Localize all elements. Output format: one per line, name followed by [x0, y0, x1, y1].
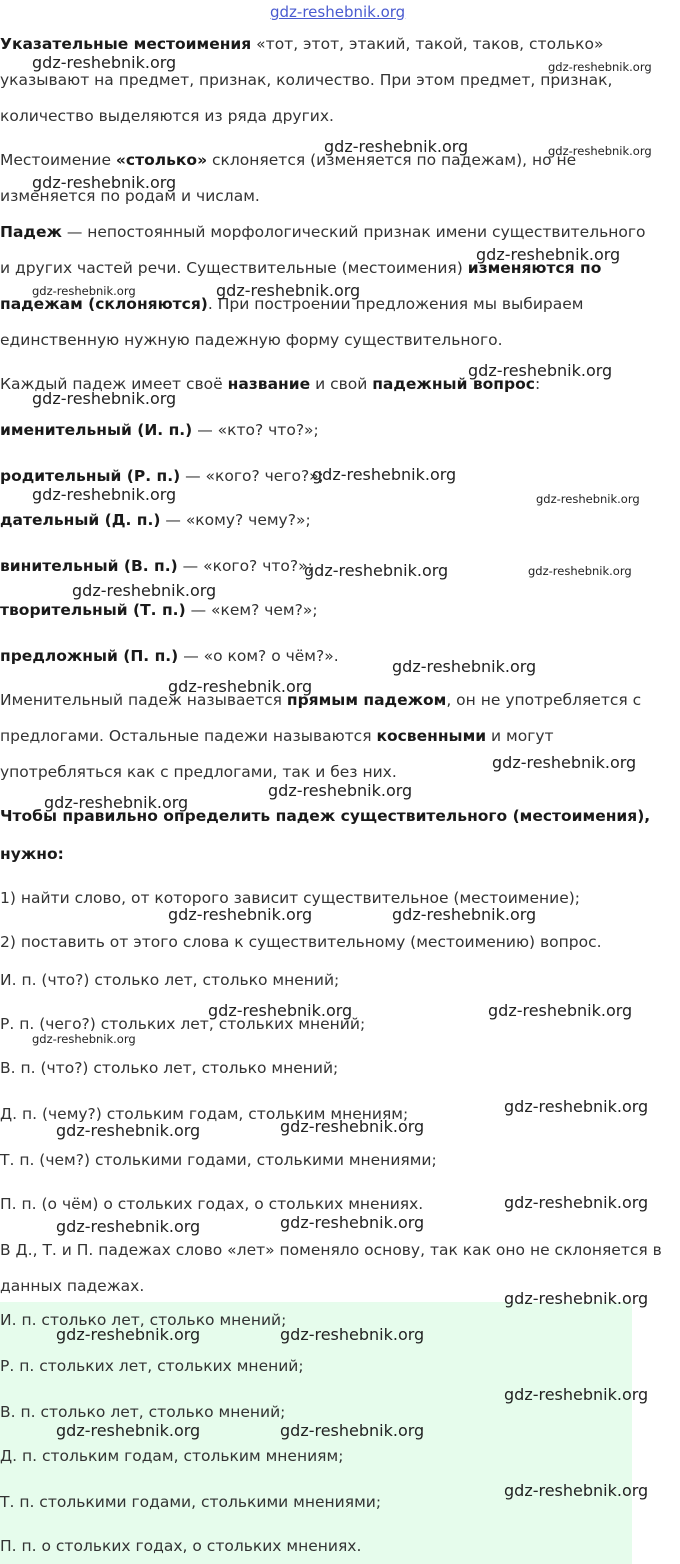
watermark: gdz-reshebnik.org — [476, 245, 621, 264]
example-line: Д. п. (чему?) стольким годам, стольким мнениям; — [0, 1105, 409, 1123]
watermark: gdz-reshebnik.org — [208, 1001, 353, 1020]
watermark: gdz-reshebnik.org — [56, 1325, 201, 1344]
watermark: gdz-reshebnik.org — [216, 281, 361, 300]
case-question: — «кто? что?»; — [192, 421, 319, 439]
text-span: Именительный падеж называется — [0, 691, 287, 709]
watermark: gdz-reshebnik.org — [280, 1325, 425, 1344]
watermark: gdz-reshebnik.org — [504, 1289, 649, 1308]
bold-span: падежный вопрос — [372, 375, 535, 393]
howto-step: 1) найти слово, от которого зависит существительное (местоимение); — [0, 889, 581, 907]
case-question: — «кому? чему?»; — [160, 511, 311, 529]
watermark: gdz-reshebnik.org — [44, 793, 189, 812]
watermark: gdz-reshebnik.org — [280, 1117, 425, 1136]
case-item — [0, 600, 318, 620]
term-demonstrative: Указательные местоимения — [0, 35, 252, 53]
term-stolko: «столько» — [115, 151, 208, 169]
watermark: gdz-reshebnik.org — [548, 60, 652, 74]
case-item — [0, 420, 319, 440]
watermark: gdz-reshebnik.org — [32, 284, 136, 298]
theory-line — [0, 726, 554, 746]
case-item — [0, 510, 311, 530]
text-span: Местоимение — [0, 151, 116, 169]
watermark: gdz-reshebnik.org — [56, 1421, 201, 1440]
watermark: gdz-reshebnik.org — [392, 905, 537, 924]
case-question: — «кого? что?»; — [177, 557, 313, 575]
watermark: gdz-reshebnik.org — [280, 1213, 425, 1232]
watermark: gdz-reshebnik.org — [56, 1217, 201, 1236]
case-name: дательный (Д. п.) — [0, 511, 161, 529]
text-span: , он не употребляется с — [446, 691, 642, 709]
bold-span: изменяются по — [467, 259, 602, 277]
bold-span: Чтобы правильно определить падеж существительного (местоимения), — [0, 807, 651, 825]
watermark: gdz-reshebnik.org — [548, 144, 652, 158]
text-span: и других частей речи. Существительные (местоимения) — [0, 259, 468, 277]
answer-line: Т. п. столькими годами, столькими мнениями; — [0, 1493, 382, 1511]
watermark: gdz-reshebnik.org — [32, 1032, 136, 1046]
theory-line: количество выделяются из ряда других. — [0, 107, 334, 125]
case-item — [0, 646, 339, 666]
watermark: gdz-reshebnik.org — [504, 1193, 649, 1212]
text-span: и могут — [486, 727, 554, 745]
answer-line: Д. п. стольким годам, стольким мнениям; — [0, 1447, 344, 1465]
theory-line — [0, 222, 646, 242]
answer-line: В. п. столько лет, столько мнений; — [0, 1403, 286, 1421]
bold-span: название — [227, 375, 311, 393]
watermark: gdz-reshebnik.org — [32, 53, 177, 72]
text-span: Каждый падеж имеет своё — [0, 375, 228, 393]
text-span: и свой — [310, 375, 373, 393]
watermark: gdz-reshebnik.org — [504, 1481, 649, 1500]
watermark: gdz-reshebnik.org — [324, 137, 469, 156]
note-line: данных падежах. — [0, 1277, 145, 1295]
text-span: склоняется (изменяется по падежам), но не — [207, 151, 577, 169]
term-case: Падеж — [0, 223, 62, 241]
text-span: «тот, этот, этакий, такой, таков, столько» — [251, 35, 604, 53]
watermark: gdz-reshebnik.org — [268, 781, 413, 800]
theory-line: единственную нужную падежную форму существительного. — [0, 331, 503, 349]
answer-line: И. п. столько лет, столько мнений; — [0, 1311, 287, 1329]
watermark: gdz-reshebnik.org — [168, 677, 313, 696]
theory-line: указывают на предмет, признак, количество. При этом предмет, признак, — [0, 71, 613, 89]
theory-line — [0, 34, 603, 54]
watermark: gdz-reshebnik.org — [32, 389, 177, 408]
case-name: творительный (Т. п.) — [0, 601, 186, 619]
watermark: gdz-reshebnik.org — [32, 173, 177, 192]
howto-step: 2) поставить от этого слова к существительному (местоимению) вопрос. — [0, 933, 602, 951]
howto-title — [0, 844, 64, 864]
example-line: В. п. (что?) столько лет, столько мнений; — [0, 1059, 339, 1077]
bold-span: прямым падежом — [286, 691, 447, 709]
bold-span: падежам (склоняются) — [0, 295, 208, 313]
text-span: — непостоянный морфологический признак имени существительного — [61, 223, 646, 241]
case-name: винительный (В. п.) — [0, 557, 178, 575]
text-span: предлогами. Остальные падежи называются — [0, 727, 377, 745]
watermark: gdz-reshebnik.org — [56, 1121, 201, 1140]
case-question: — «кем? чем?»; — [185, 601, 318, 619]
watermark: gdz-reshebnik.org — [72, 581, 217, 600]
note-line: В Д., Т. и П. падежах слово «лет» поменяло основу, так как оно не склоняется в — [0, 1241, 662, 1259]
example-line: И. п. (что?) столько лет, столько мнений; — [0, 971, 340, 989]
watermark: gdz-reshebnik.org — [392, 657, 537, 676]
case-question: — «кого? чего?»; — [180, 467, 324, 485]
theory-line — [0, 150, 576, 170]
theory-line: употребляться как с предлогами, так и без них. — [0, 763, 397, 781]
watermark: gdz-reshebnik.org — [504, 1097, 649, 1116]
answer-line: Р. п. стольких лет, стольких мнений; — [0, 1357, 304, 1375]
case-item — [0, 556, 313, 576]
watermark: gdz-reshebnik.org — [468, 361, 613, 380]
watermark: gdz-reshebnik.org — [32, 485, 177, 504]
watermark: gdz-reshebnik.org — [280, 1421, 425, 1440]
example-line: П. п. (о чём) о стольких годах, о стольких мнениях. — [0, 1195, 424, 1213]
case-question: — «о ком? о чём?». — [178, 647, 339, 665]
answer-line: П. п. о стольких годах, о стольких мнениях. — [0, 1537, 362, 1555]
theory-line — [0, 690, 641, 710]
example-line: Т. п. (чем?) столькими годами, столькими мнениями; — [0, 1151, 437, 1169]
watermark: gdz-reshebnik.org — [536, 492, 640, 506]
text-span: . При построении предложения мы выбираем — [207, 295, 584, 313]
example-line: Р. п. (чего?) стольких лет, стольких мнений; — [0, 1015, 366, 1033]
watermark: gdz-reshebnik.org — [312, 465, 457, 484]
watermark: gdz-reshebnik.org — [492, 753, 637, 772]
case-name: именительный (И. п.) — [0, 421, 193, 439]
bold-span: нужно: — [0, 845, 64, 863]
watermark: gdz-reshebnik.org — [528, 564, 632, 578]
case-name: родительный (Р. п.) — [0, 467, 181, 485]
watermark: gdz-reshebnik.org — [304, 561, 449, 580]
watermark: gdz-reshebnik.org — [504, 1385, 649, 1404]
case-name: предложный (П. п.) — [0, 647, 179, 665]
watermark: gdz-reshebnik.org — [168, 905, 313, 924]
case-item — [0, 466, 324, 486]
watermark-top: gdz-reshebnik.org — [270, 3, 406, 21]
bold-span: косвенными — [376, 727, 487, 745]
text-span: : — [534, 375, 541, 393]
theory-line: изменяется по родам и числам. — [0, 187, 260, 205]
watermark: gdz-reshebnik.org — [488, 1001, 633, 1020]
